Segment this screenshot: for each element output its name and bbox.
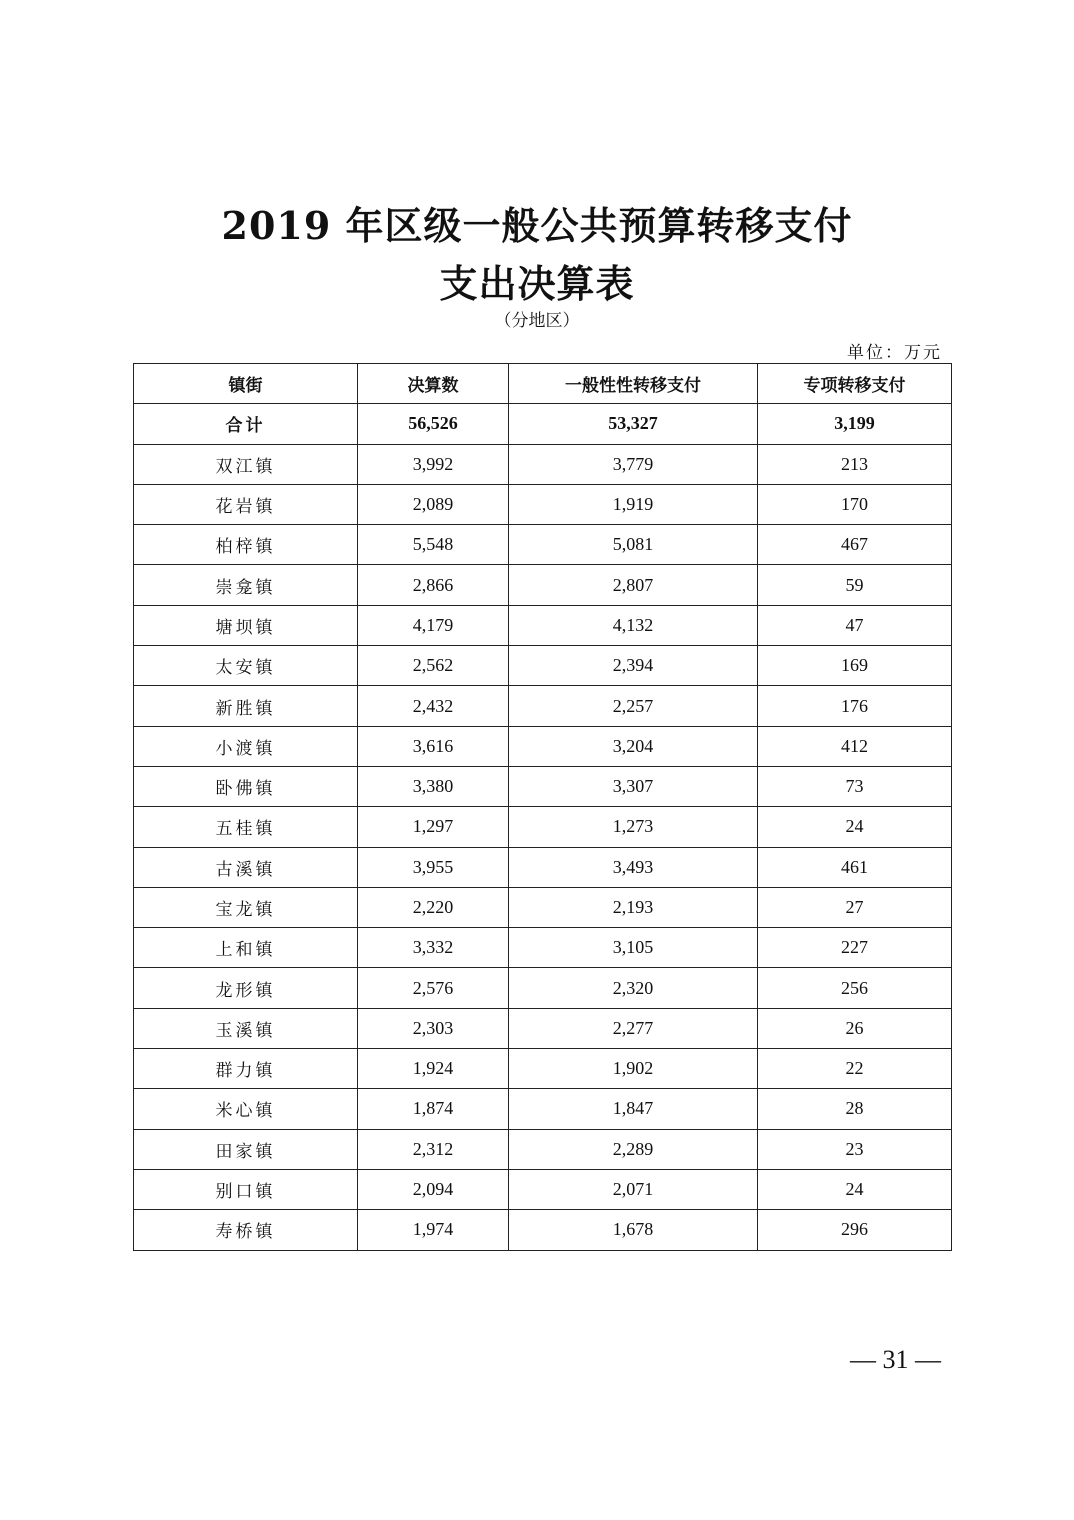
table-row [134, 726, 952, 766]
final-amount-cell: 2,562 [358, 646, 509, 686]
town-name-cell: 小渡镇 [134, 726, 358, 766]
town-name-cell: 米心镇 [134, 1089, 358, 1129]
general-transfer-cell: 2,289 [509, 1129, 758, 1169]
town-name-cell: 龙形镇 [134, 968, 358, 1008]
header-special-transfer: 专项转移支付 [758, 364, 952, 404]
table-row [134, 1210, 952, 1250]
final-amount-cell: 2,576 [358, 968, 509, 1008]
total-label: 合计 [134, 404, 358, 444]
final-amount-cell: 2,303 [358, 1008, 509, 1048]
general-transfer-cell: 2,320 [509, 968, 758, 1008]
table-row [134, 525, 952, 565]
special-transfer-cell: 24 [758, 1169, 952, 1209]
special-transfer-cell: 23 [758, 1129, 952, 1169]
table-row [134, 1089, 952, 1129]
table-row [134, 565, 952, 605]
total-final-amount: 56,526 [358, 404, 509, 444]
final-amount-cell: 1,924 [358, 1049, 509, 1089]
final-amount-cell: 4,179 [358, 605, 509, 645]
special-transfer-cell: 24 [758, 807, 952, 847]
general-transfer-cell: 3,779 [509, 444, 758, 484]
special-transfer-cell: 169 [758, 646, 952, 686]
general-transfer-cell: 2,257 [509, 686, 758, 726]
special-transfer-cell: 256 [758, 968, 952, 1008]
special-transfer-cell: 170 [758, 484, 952, 524]
general-transfer-cell: 1,273 [509, 807, 758, 847]
special-transfer-cell: 467 [758, 525, 952, 565]
special-transfer-cell: 227 [758, 928, 952, 968]
final-amount-cell: 3,380 [358, 766, 509, 806]
general-transfer-cell: 3,307 [509, 766, 758, 806]
page-number: — 31 — [850, 1345, 941, 1374]
special-transfer-cell: 296 [758, 1210, 952, 1250]
town-name-cell: 塘坝镇 [134, 605, 358, 645]
header-final-amount: 决算数 [358, 364, 509, 404]
town-name-cell: 寿桥镇 [134, 1210, 358, 1250]
town-name-cell: 崇龛镇 [134, 565, 358, 605]
special-transfer-cell: 47 [758, 605, 952, 645]
table-row [134, 444, 952, 484]
table-total-row [134, 404, 952, 444]
header-general-transfer: 一般性性转移支付 [509, 364, 758, 404]
general-transfer-cell: 1,902 [509, 1049, 758, 1089]
town-name-cell: 群力镇 [134, 1049, 358, 1089]
general-transfer-cell: 5,081 [509, 525, 758, 565]
special-transfer-cell: 176 [758, 686, 952, 726]
town-name-cell: 别口镇 [134, 1169, 358, 1209]
table-row [134, 928, 952, 968]
town-name-cell: 玉溪镇 [134, 1008, 358, 1048]
special-transfer-cell: 22 [758, 1049, 952, 1089]
final-amount-cell: 5,548 [358, 525, 509, 565]
table-row [134, 484, 952, 524]
final-amount-cell: 2,866 [358, 565, 509, 605]
final-amount-cell: 3,992 [358, 444, 509, 484]
town-name-cell: 卧佛镇 [134, 766, 358, 806]
page-subtitle: （分地区） [494, 311, 580, 331]
general-transfer-cell: 2,807 [509, 565, 758, 605]
final-amount-cell: 3,332 [358, 928, 509, 968]
special-transfer-cell: 412 [758, 726, 952, 766]
town-name-cell: 上和镇 [134, 928, 358, 968]
table-row [134, 1008, 952, 1048]
total-special-transfer: 3,199 [758, 404, 952, 444]
town-name-cell: 田家镇 [134, 1129, 358, 1169]
special-transfer-cell: 27 [758, 887, 952, 927]
general-transfer-cell: 3,204 [509, 726, 758, 766]
general-transfer-cell: 1,847 [509, 1089, 758, 1129]
table-row [134, 807, 952, 847]
unit-label: 单位：万元 [847, 343, 942, 363]
special-transfer-cell: 461 [758, 847, 952, 887]
final-amount-cell: 1,874 [358, 1089, 509, 1129]
general-transfer-cell: 2,277 [509, 1008, 758, 1048]
town-name-cell: 古溪镇 [134, 847, 358, 887]
total-general-transfer: 53,327 [509, 404, 758, 444]
town-name-cell: 双江镇 [134, 444, 358, 484]
general-transfer-cell: 1,678 [509, 1210, 758, 1250]
page-title-line-1: 2019 年区级一般公共预算转移支付 [221, 203, 853, 248]
table-row [134, 646, 952, 686]
final-amount-cell: 2,094 [358, 1169, 509, 1209]
town-name-cell: 新胜镇 [134, 686, 358, 726]
table-row [134, 1129, 952, 1169]
special-transfer-cell: 73 [758, 766, 952, 806]
town-name-cell: 花岩镇 [134, 484, 358, 524]
general-transfer-cell: 3,493 [509, 847, 758, 887]
town-name-cell: 太安镇 [134, 646, 358, 686]
final-amount-cell: 2,220 [358, 887, 509, 927]
header-town: 镇街 [134, 364, 358, 404]
general-transfer-cell: 2,394 [509, 646, 758, 686]
general-transfer-cell: 2,071 [509, 1169, 758, 1209]
town-name-cell: 宝龙镇 [134, 887, 358, 927]
general-transfer-cell: 3,105 [509, 928, 758, 968]
budget-table [133, 363, 952, 1251]
final-amount-cell: 3,616 [358, 726, 509, 766]
special-transfer-cell: 213 [758, 444, 952, 484]
final-amount-cell: 3,955 [358, 847, 509, 887]
page-title-line-2: 支出决算表 [439, 261, 635, 306]
town-name-cell: 柏梓镇 [134, 525, 358, 565]
table-row [134, 1169, 952, 1209]
table-row [134, 766, 952, 806]
table-row [134, 887, 952, 927]
final-amount-cell: 1,297 [358, 807, 509, 847]
final-amount-cell: 1,974 [358, 1210, 509, 1250]
special-transfer-cell: 26 [758, 1008, 952, 1048]
final-amount-cell: 2,089 [358, 484, 509, 524]
final-amount-cell: 2,432 [358, 686, 509, 726]
special-transfer-cell: 59 [758, 565, 952, 605]
table-row [134, 605, 952, 645]
general-transfer-cell: 4,132 [509, 605, 758, 645]
town-name-cell: 五桂镇 [134, 807, 358, 847]
table-row [134, 686, 952, 726]
table-row [134, 968, 952, 1008]
table-row [134, 1049, 952, 1089]
final-amount-cell: 2,312 [358, 1129, 509, 1169]
general-transfer-cell: 2,193 [509, 887, 758, 927]
general-transfer-cell: 1,919 [509, 484, 758, 524]
table-header-row [134, 364, 952, 404]
table-row [134, 847, 952, 887]
special-transfer-cell: 28 [758, 1089, 952, 1129]
